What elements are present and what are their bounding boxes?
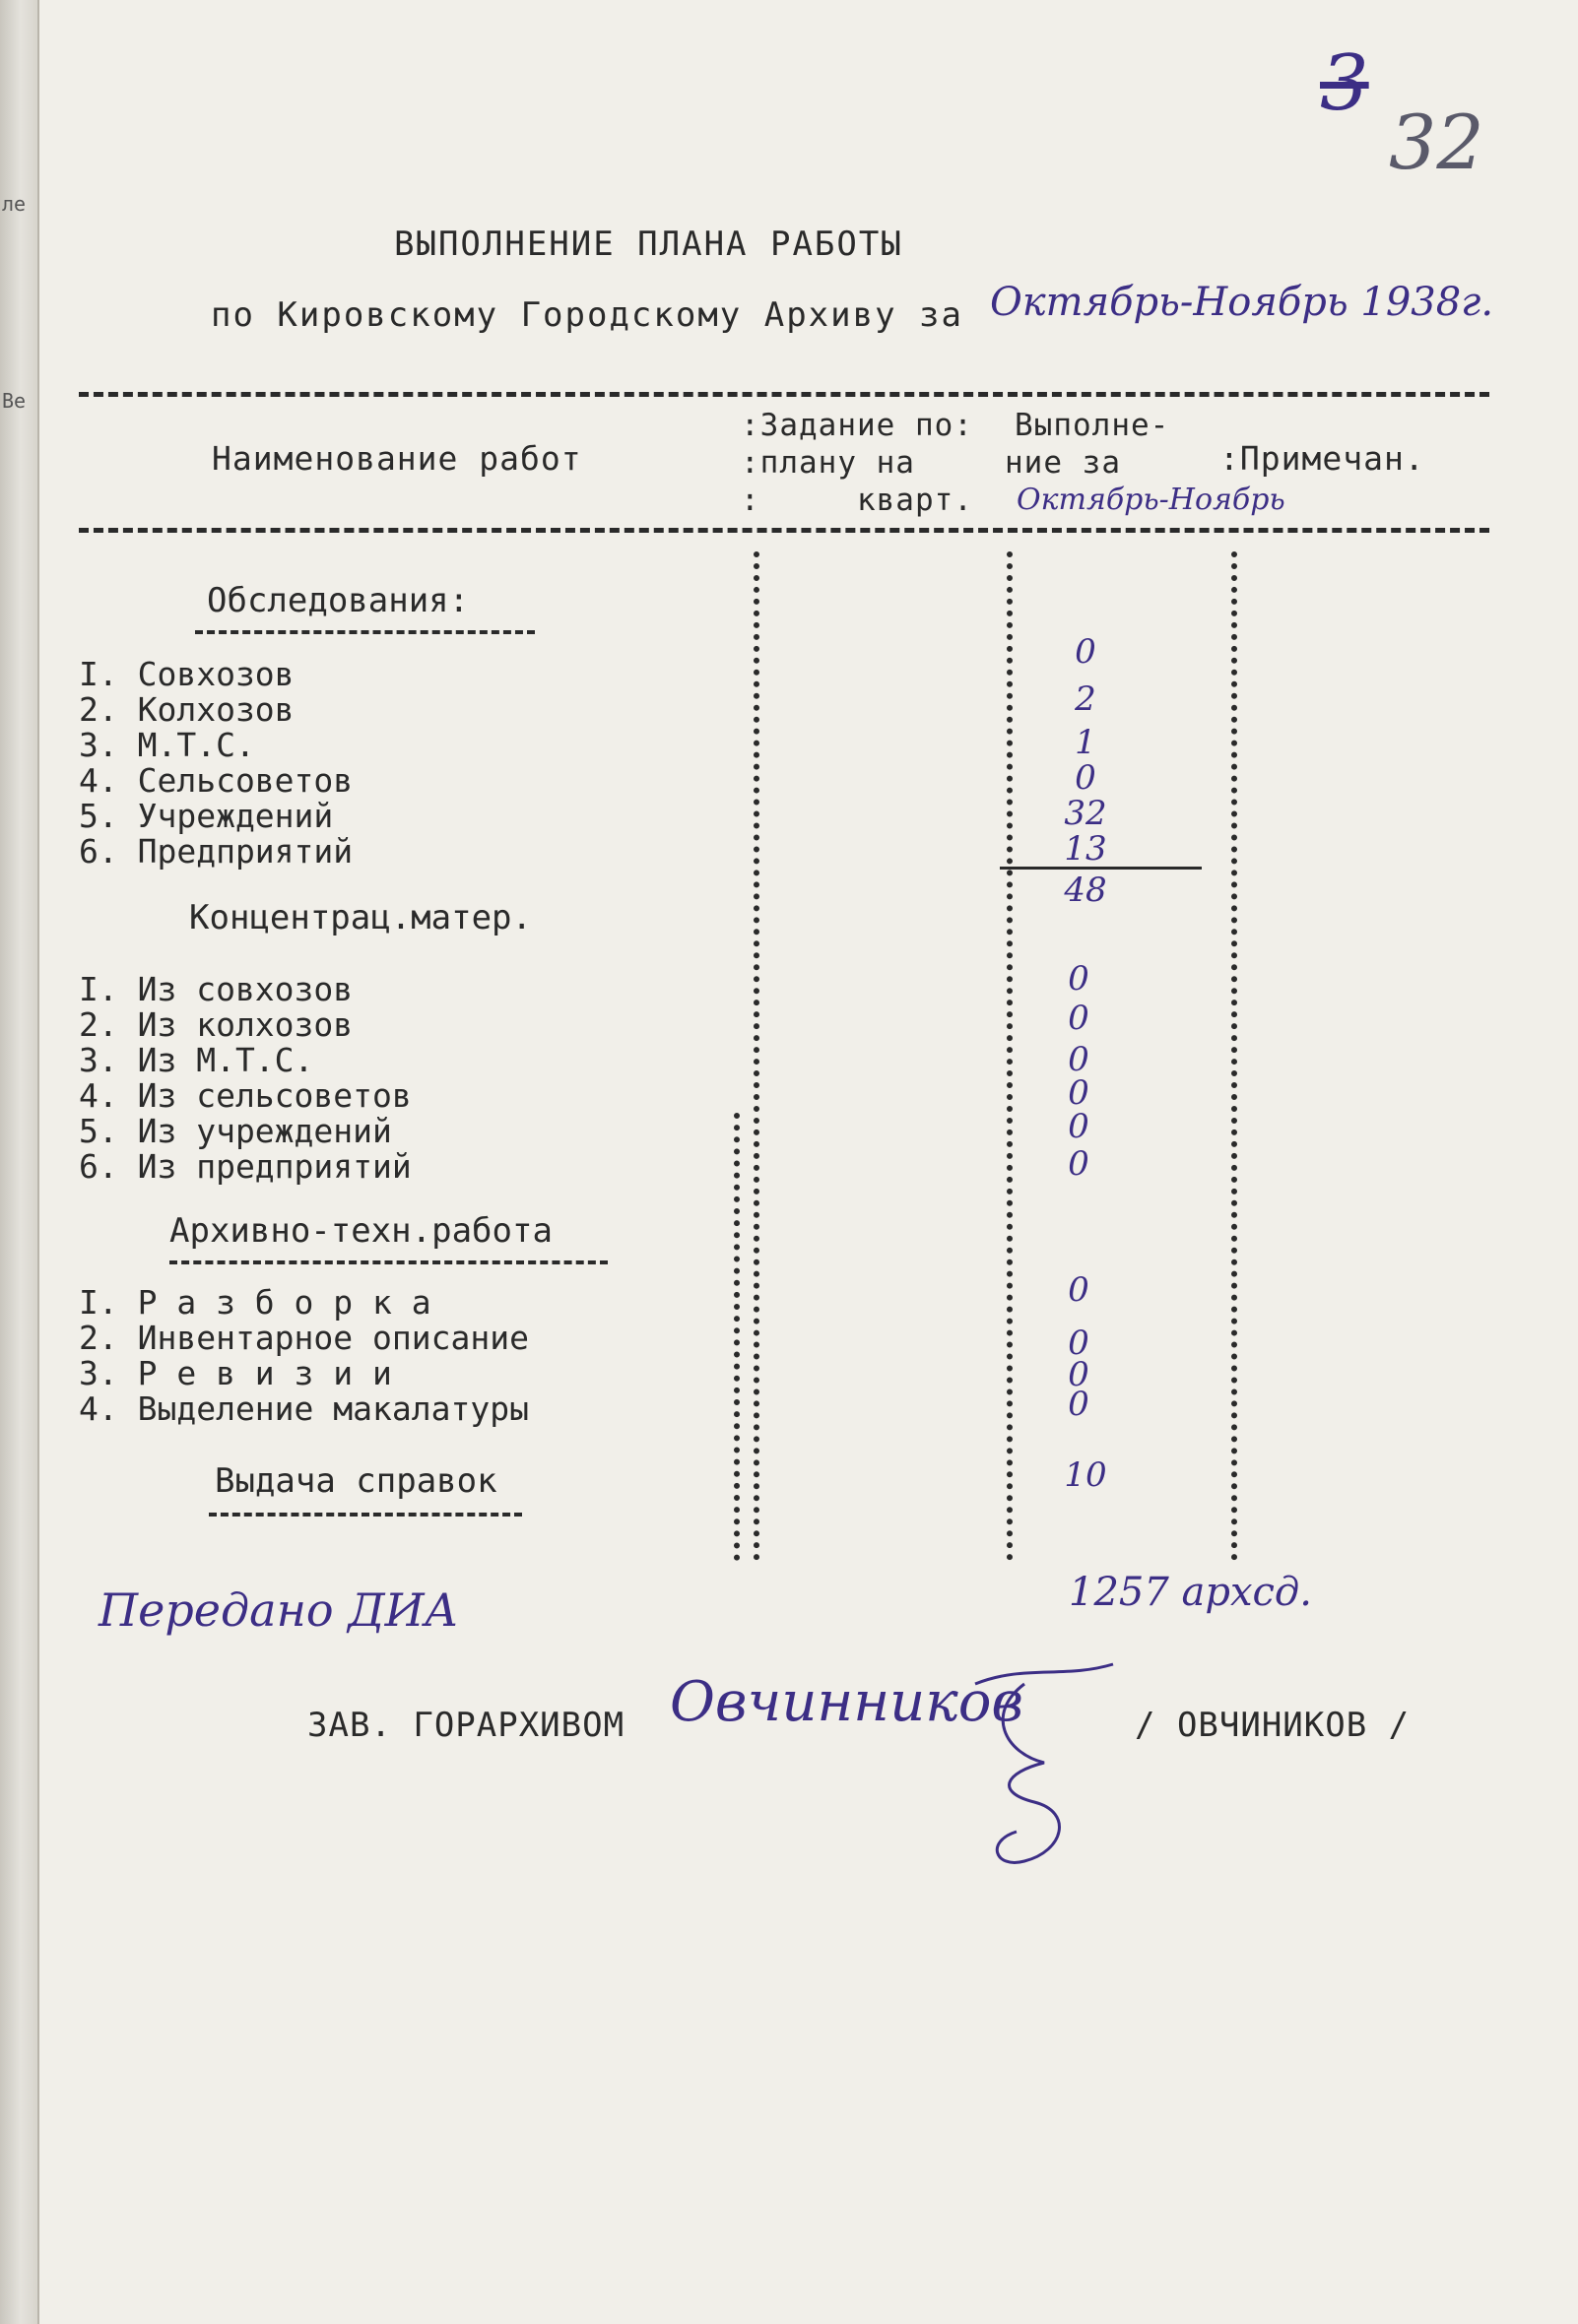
table-row-label: I. Р а з б о р к а (79, 1283, 431, 1322)
table-row-value: 0 (1068, 1040, 1089, 1079)
section-title-concentration: Концентрац.матер. (189, 898, 532, 937)
section-underline (169, 1260, 608, 1264)
table-row-value: 0 (1068, 1385, 1089, 1424)
section-total-value: 48 (1064, 871, 1107, 910)
table-row-value: 13 (1064, 829, 1107, 869)
page-number: 32 (1389, 98, 1484, 186)
note-files-count: 1257 архсд. (1069, 1570, 1312, 1615)
signature-name: / ОВЧИНИКОВ / (1135, 1706, 1411, 1745)
table-row-label: 4. Из сельсоветов (79, 1076, 412, 1115)
table-row-label: 5. Из учреждений (79, 1112, 392, 1150)
section-title-surveys: Обследования: (207, 581, 470, 620)
section-title-certificates: Выдача справок (215, 1461, 497, 1501)
signature-flourish (650, 1625, 1123, 1881)
table-row-label: 3. М.Т.С. (79, 726, 255, 764)
table-row-label: 4. Сельсоветов (79, 761, 354, 800)
header-col-done-2: ние за (1005, 445, 1121, 481)
table-row-label: I. Из совхозов (79, 970, 354, 1008)
table-row-label: 2. Колхозов (79, 690, 295, 729)
table-row-value: 0 (1068, 1107, 1089, 1146)
section-underline (209, 1513, 522, 1517)
header-col-plan-1: :Задание по: (741, 408, 973, 443)
table-row-value: 2 (1075, 679, 1096, 719)
table-row-label: 6. Предприятий (79, 832, 354, 871)
signature-handwritten: Овчинников (670, 1670, 1023, 1734)
table-row-value: 10 (1064, 1455, 1107, 1495)
table-row-value: 0 (1068, 1323, 1089, 1363)
section-title-archival: Архивно-техн.работа (169, 1211, 553, 1251)
table-row-value: 1 (1075, 723, 1096, 762)
table-row-value: 0 (1068, 1355, 1089, 1394)
header-col-name: Наименование работ (212, 439, 582, 478)
column-separator-plan (754, 551, 759, 1561)
table-row-label: 3. Р е в и з и и (79, 1354, 392, 1392)
table-row-label: 4. Выделение макалатуры (79, 1389, 529, 1428)
table-row-value: 0 (1068, 959, 1089, 999)
table-top-rule (79, 392, 1489, 397)
table-row-value: 0 (1068, 1073, 1089, 1113)
table-row-label: 2. Из колхозов (79, 1005, 354, 1044)
table-row-label: 3. Из М.Т.С. (79, 1041, 314, 1079)
header-col-done-1: Выполне- (1015, 408, 1170, 443)
table-row-label: 6. Из предприятий (79, 1147, 412, 1186)
header-col-note: :Примечан. (1219, 439, 1425, 478)
table-row-label: 5. Учреждений (79, 797, 334, 835)
table-row-value: 0 (1068, 999, 1089, 1038)
table-header-rule (79, 528, 1489, 533)
table-row-label: I. Совхозов (79, 655, 295, 693)
sum-rule (1000, 867, 1202, 870)
table-row-value: 32 (1064, 794, 1107, 833)
document-subtitle: по Кировскому Городскому Архиву за (211, 295, 963, 335)
header-col-plan-2: :плану на (741, 445, 915, 481)
note-transferred: Передано ДИА (99, 1583, 459, 1637)
column-separator-done (1007, 551, 1013, 1561)
signature-position: ЗАВ. ГОРАРХИВОМ (307, 1706, 625, 1745)
column-separator-plan-extra (734, 1113, 740, 1561)
table-row-value: 0 (1075, 632, 1096, 672)
section-underline (195, 630, 535, 634)
header-col-done-handwritten: Октябрь-Ноябрь (1017, 483, 1285, 517)
table-row-value: 0 (1068, 1270, 1089, 1310)
binding-stub-text: Ве (2, 389, 27, 413)
binding-edge (0, 0, 39, 2324)
column-separator-note (1231, 551, 1237, 1561)
table-row-label: 2. Инвентарное описание (79, 1319, 529, 1357)
document-title: ВЫПОЛНЕНИЕ ПЛАНА РАБОТЫ (394, 225, 903, 264)
binding-stub-text: ле (2, 192, 27, 216)
table-row-value: 0 (1068, 1144, 1089, 1184)
old-page-number: 3 (1320, 39, 1369, 128)
table-row-value: 0 (1075, 758, 1096, 798)
header-col-plan-3: : кварт. (741, 483, 973, 518)
subtitle-period-handwritten: Октябрь-Ноябрь 1938г. (990, 280, 1494, 325)
